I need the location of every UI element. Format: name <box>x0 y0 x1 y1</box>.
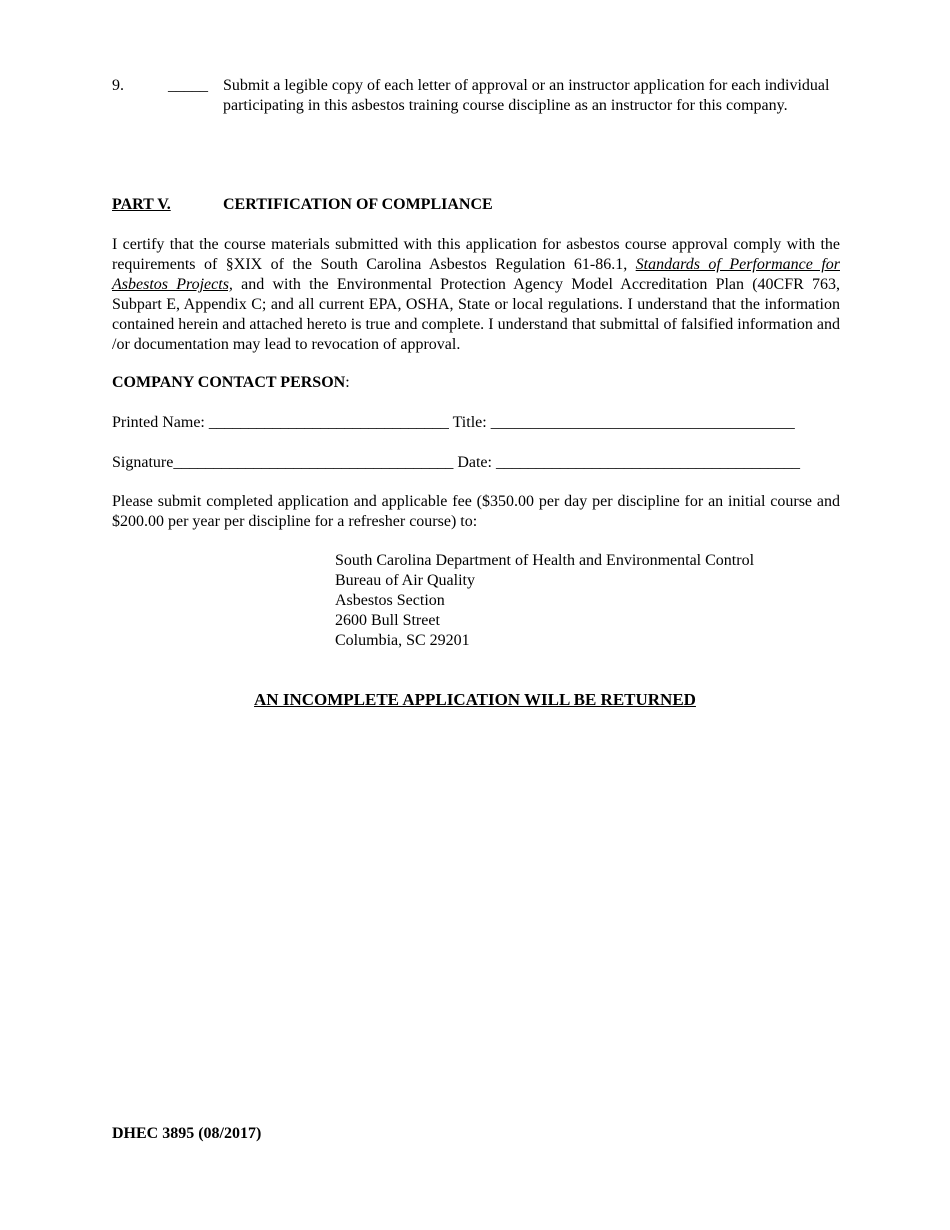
contact-heading <box>112 373 350 393</box>
item-check-blank[interactable]: _____ <box>168 77 208 94</box>
printed-name-label: Printed Name: <box>112 414 209 431</box>
cert-text-1: I certify that the course materials submitted with this application for asbestos course approval comply with the requirements of §XIX of the South Carolina Asbestos Regulation 61-86.1, <box>112 236 840 273</box>
contact-heading-text: COMPANY CONTACT PERSON <box>112 374 346 391</box>
name-title-row <box>112 413 795 433</box>
incomplete-warning <box>0 690 950 710</box>
part-v-heading <box>112 195 493 215</box>
title-field[interactable]: ______________________________________ <box>490 414 795 431</box>
form-number: DHEC 3895 (08/2017) <box>112 1125 262 1142</box>
part-title: CERTIFICATION OF COMPLIANCE <box>223 196 493 213</box>
item-text: Submit a legible copy of each letter of approval or an instructor application for each individual participating in this asbestos training course discipline as an instructor for this company. <box>223 77 830 114</box>
address-line: South Carolina Department of Health and Environmental Control <box>335 552 755 569</box>
standard-title: Standards of Performance for Asbestos Projects, <box>112 256 840 293</box>
certification-paragraph <box>112 235 840 355</box>
address-line: Bureau of Air Quality <box>335 572 475 589</box>
item-number: 9. <box>112 77 124 94</box>
fee-paragraph: Please submit completed application and applicable fee ($350.00 per day per discipline for an initial course and $200.00 per year per discipline for a refresher course) to: <box>112 493 840 530</box>
signature-label: Signature <box>112 454 174 471</box>
part-label: PART V. <box>112 196 171 213</box>
printed-name-field[interactable]: ______________________________ <box>208 414 449 431</box>
warning-text: AN INCOMPLETE APPLICATION WILL BE RETURNED <box>254 690 696 709</box>
address-line: Asbestos Section <box>335 592 445 609</box>
title-label: Title: <box>448 414 491 431</box>
date-label: Date: <box>453 454 496 471</box>
date-field[interactable]: ______________________________________ <box>495 454 800 471</box>
contact-heading-colon: : <box>345 374 350 391</box>
cert-text-2: and with the Environmental Protection Agency Model Accreditation Plan (40CFR 763, Subpart E, Appendix C; and all current EPA, OSHA, State or local regulations. I understand that the information contained herein and attached hereto is true and complete. I understand that submittal of falsified information and /or documentation may lead to revocation of approval. <box>112 276 840 353</box>
address-line: Columbia, SC 29201 <box>335 632 470 649</box>
signature-field[interactable]: ___________________________________ <box>173 454 454 471</box>
mailing-address <box>335 551 754 651</box>
signature-date-row <box>112 453 800 473</box>
address-line: 2600 Bull Street <box>335 612 440 629</box>
